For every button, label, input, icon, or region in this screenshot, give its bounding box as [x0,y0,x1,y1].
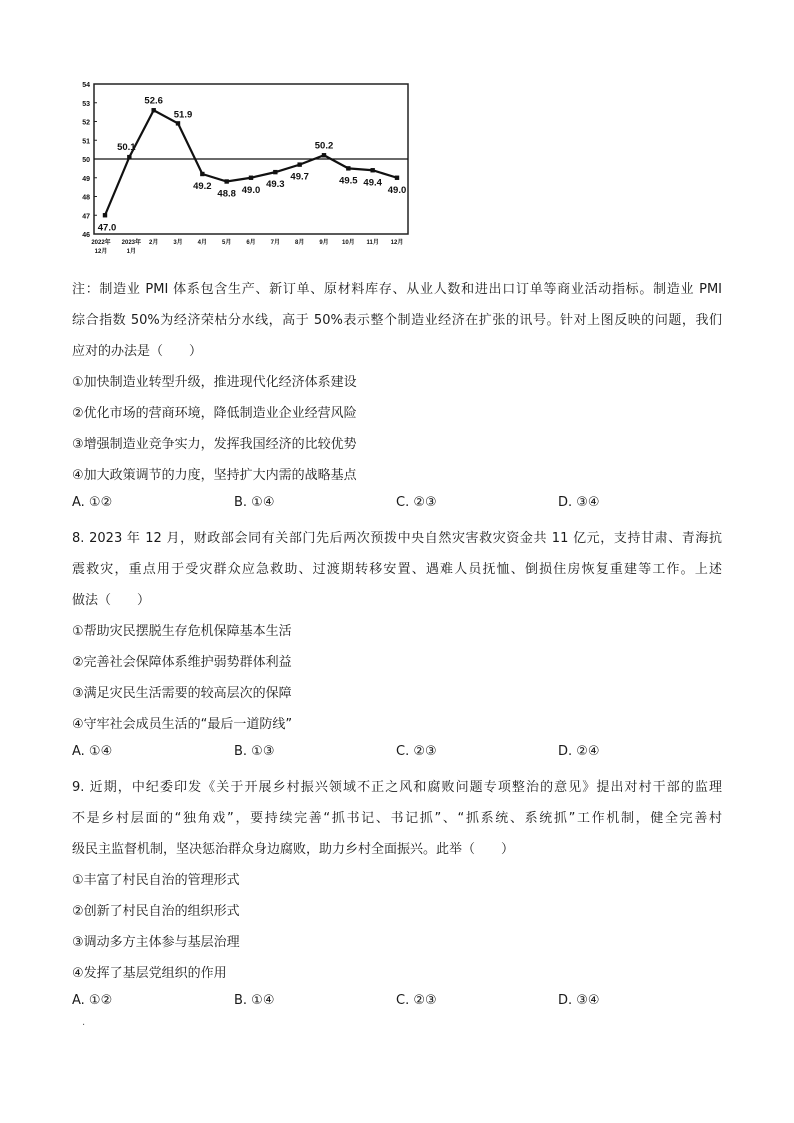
q7-option-a[interactable]: A. ①② [72,495,113,510]
x-tick-label-sub: 1月 [126,249,137,255]
q8-option-a[interactable]: A. ①④ [72,744,113,759]
data-value-label: 49.2 [193,181,212,192]
x-tick-label: 3月 [173,240,183,246]
data-value-label: 49.0 [241,184,261,196]
y-tick-label: 48 [82,194,90,202]
x-tick-label: 2月 [148,240,159,246]
data-point [395,176,399,180]
data-value-label: 49.7 [290,171,309,183]
y-tick-label: 49 [82,175,90,183]
data-value-label: 47.0 [97,222,117,234]
data-value-label: 51.9 [173,109,193,121]
data-point [297,162,301,166]
q9-item-1: ①丰富了村民自治的管理形式 [72,873,240,888]
q8-stem-line-1: 8. 2023 年 12 月，财政部会同有关部门先后两次预拨中央自然灾害救灾资金共 11 亿元，支持甘肃、青海抗 [72,531,722,546]
x-tick-label: 5月 [221,240,232,246]
q9-stem-line-1: 9. 近期，中纪委印发《关于开展乡村振兴领域不正之风和腐败问题专项整治的意见》提出对村干部的监理 [72,780,722,795]
q7-item-3: ③增强制造业竞争实力，发挥我国经济的比较优势 [72,437,357,452]
q7-option-b[interactable]: B. ①④ [234,495,275,510]
data-point [346,166,350,170]
x-tick-label: 2022年 [91,240,111,246]
q8-item-1: ①帮助灾民摆脱生存危机保障基本生活 [72,624,292,639]
data-point [103,213,107,217]
q7-item-1: ①加快制造业转型升级，推进现代化经济体系建设 [72,375,357,390]
data-value-label: 49.0 [387,184,407,196]
y-tick-label: 54 [82,82,90,89]
q9-option-d[interactable]: D. ③④ [558,993,600,1008]
data-point [322,153,326,157]
data-value-label: 48.8 [217,188,236,200]
footer-mark: · [82,1020,86,1031]
q7-option-c[interactable]: C. ②③ [396,495,437,510]
x-tick-label: 2023年 [121,240,142,246]
data-point [200,172,204,176]
pmi-line-chart [76,76,412,260]
data-value-label: 49.3 [266,179,285,191]
x-tick-label: 9月 [319,240,329,246]
note-line-1: 注：制造业 PMI 体系包含生产、新订单、原材料库存、从业人数和进出口订单等商业活动指标。制造业 PMI [72,282,722,297]
q9-stem-line-2: 不是乡村层面的“独角戏”，要持续完善“抓书记、书记抓”、“抓系统、系统抓”工作机制，健全完善村 [72,811,722,826]
data-value-label: 50.2 [314,140,334,152]
q8-item-2: ②完善社会保障体系维护弱势群体利益 [72,655,292,670]
q8-option-d[interactable]: D. ②④ [558,744,600,759]
x-tick-label: 11月 [366,240,379,246]
x-tick-label: 6月 [246,240,256,246]
data-point [224,179,228,183]
q9-item-4: ④发挥了基层党组织的作用 [72,966,227,981]
data-point [370,168,374,172]
q9-option-b[interactable]: B. ①④ [234,993,275,1008]
q9-stem-line-3: 级民主监督机制，坚决惩治群众身边腐败，助力乡村全面振兴。此举（ ） [72,842,515,857]
y-tick-label: 53 [82,100,90,108]
x-tick-label: 7月 [270,240,281,246]
pmi-series-line [105,110,397,215]
note-line-2: 综合指数 50%为经济荣枯分水线，高于 50%表示整个制造业经济在扩张的讯号。针对上图反映的问题，我们 [72,313,722,328]
data-point [127,155,131,159]
y-tick-label: 52 [82,119,90,127]
data-point [273,170,277,174]
q8-option-c[interactable]: C. ②③ [396,744,437,759]
note-line-3: 应对的办法是（ ） [72,344,203,359]
x-tick-label: 8月 [294,240,305,246]
x-tick-label-sub: 12月 [94,249,108,255]
data-point [176,121,180,125]
y-tick-label: 50 [82,157,90,164]
x-tick-label: 12月 [390,240,404,246]
y-tick-label: 51 [82,138,90,146]
x-tick-label: 10月 [341,240,355,246]
q9-item-3: ③调动多方主体参与基层治理 [72,935,240,950]
q7-item-4: ④加大政策调节的力度，坚持扩大内需的战略基点 [72,468,357,483]
q9-option-c[interactable]: C. ②③ [396,993,437,1008]
data-value-label: 49.4 [363,177,382,189]
q8-item-4: ④守牢社会成员生活的“最后一道防线” [72,717,293,732]
data-value-label: 49.5 [339,175,358,187]
q7-option-d[interactable]: D. ③④ [558,495,600,510]
q9-item-2: ②创新了村民自治的组织形式 [72,904,240,919]
x-tick-label: 4月 [197,240,208,246]
q7-item-2: ②优化市场的营商环境，降低制造业企业经营风险 [72,406,357,421]
q8-stem-line-3: 做法（ ） [72,593,151,608]
q8-stem-line-2: 震救灾，重点用于受灾群众应急救助、过渡期转移安置、遇难人员抚恤、倒损住房恢复重建等工作。上述 [72,562,722,577]
y-tick-label: 47 [82,213,90,221]
data-value-label: 50.1 [117,142,136,154]
q8-item-3: ③满足灾民生活需要的较高层次的保障 [72,686,292,701]
q9-option-a[interactable]: A. ①② [72,993,113,1008]
data-point [151,108,155,112]
y-tick-label: 46 [82,232,90,239]
data-value-label: 52.6 [144,95,163,107]
q8-option-b[interactable]: B. ①③ [234,744,275,759]
data-point [249,176,253,180]
